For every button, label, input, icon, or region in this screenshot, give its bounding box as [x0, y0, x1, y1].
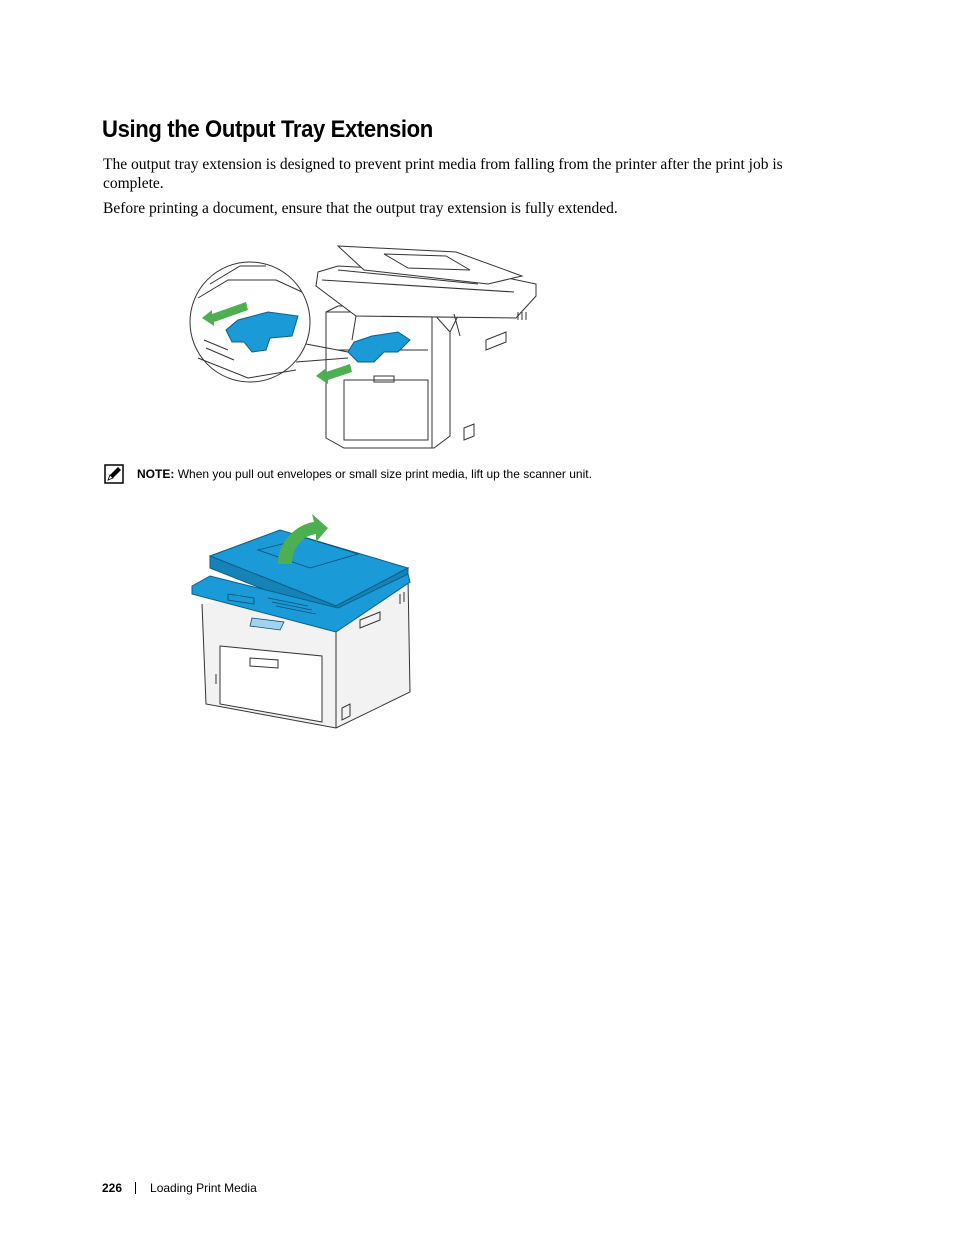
note-body: When you pull out envelopes or small size print media, lift up the scanner unit. — [177, 467, 592, 481]
page-footer — [102, 1181, 257, 1195]
intro-paragraph: The output tray extension is designed to prevent print media from falling from the printer after the print job is complete. — [103, 156, 783, 192]
scanner-unit-lift-illustration — [188, 508, 414, 734]
chapter-title: Loading Print Media — [150, 1181, 257, 1195]
note-text-line — [137, 467, 592, 481]
note-callout — [104, 464, 804, 484]
section-heading: Using the Output Tray Extension — [102, 116, 433, 143]
note-label: NOTE: — [137, 467, 175, 481]
output-tray-extension-illustration — [188, 240, 540, 452]
page-number: 226 — [102, 1181, 123, 1195]
instruction-paragraph: Before printing a document, ensure that the output tray extension is fully extended. — [103, 200, 618, 217]
note-pencil-icon — [104, 464, 124, 484]
footer-separator — [135, 1182, 136, 1194]
